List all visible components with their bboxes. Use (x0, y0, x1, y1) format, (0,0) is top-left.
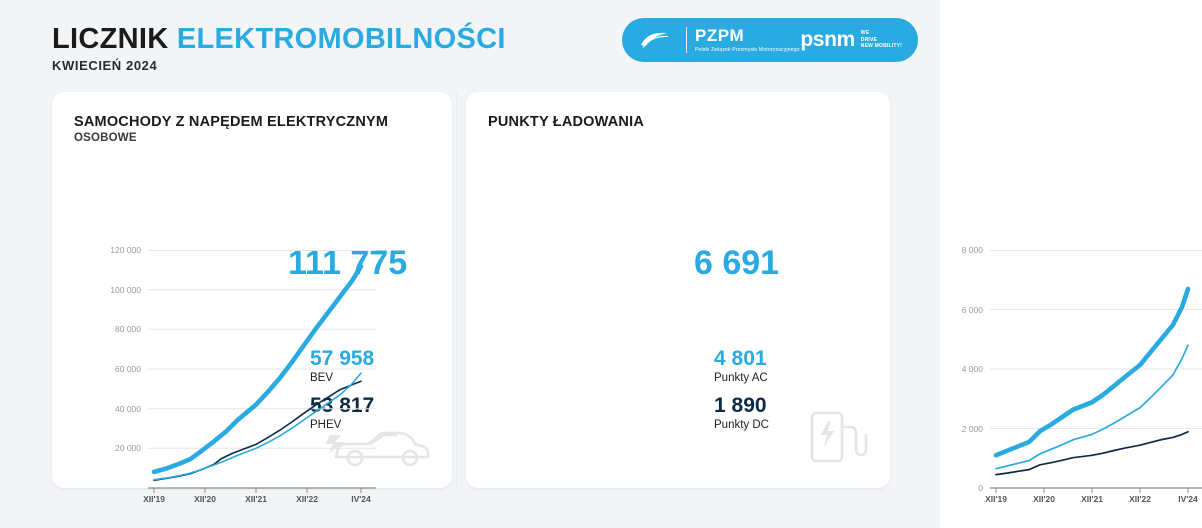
points-dc-label: Punkty DC (714, 419, 769, 431)
psnm-name: psnm (800, 28, 855, 51)
title-part-1: LICZNIK (52, 23, 169, 55)
car-icon (324, 411, 434, 478)
points-ytick-8000: 8 000 (961, 245, 983, 255)
cars-bev-value: 57 958 (310, 347, 375, 370)
cars-card-title: SAMOCHODY Z NAPĘDEM ELEKTRYCZNYM (74, 114, 389, 130)
cars-x-tickmarks (154, 488, 361, 493)
points-ytick-2000: 2 000 (961, 423, 983, 434)
points-xtick-5: IV'24 (1178, 494, 1198, 504)
pzpm-logo (622, 27, 800, 54)
points-xtick-2: XII'20 (1033, 494, 1055, 504)
cars-ytick-20000: 20 000 (115, 443, 141, 454)
cars-xtick-2: XII'20 (194, 494, 216, 504)
cars-ytick-60000: 60 000 (115, 364, 141, 374)
points-ytick-4000: 4 000 (961, 364, 983, 374)
points-x-tickmarks (996, 488, 1188, 493)
cars-ytick-120000: 120 000 (110, 245, 141, 255)
points-ac-label: Punkty AC (714, 372, 768, 384)
cars-card-subtitle: OSOBOWE (74, 132, 137, 144)
psnm-tagline-line-1: WE (860, 30, 870, 37)
cars-phev-value: 53 817 (310, 394, 375, 417)
points-ac-value: 4 801 (714, 347, 767, 370)
charging-station-icon (806, 405, 868, 472)
points-xtick-3: XII'21 (1081, 494, 1103, 504)
psnm-tagline-line-3: NEW MOBILITY! (860, 43, 902, 50)
points-series-total (996, 289, 1188, 455)
points-card-title: PUNKTY ŁADOWANIA (488, 114, 644, 130)
cars-bev-label: BEV (310, 372, 334, 384)
cars-ytick-40000: 40 000 (115, 403, 141, 414)
card-charging-points (466, 92, 1198, 504)
points-plot-svg (990, 250, 1202, 488)
points-total-value: 6 691 (694, 244, 780, 282)
points-xtick-1: XII'19 (985, 494, 1007, 504)
page-header (0, 0, 940, 88)
page-title (52, 22, 506, 73)
cars-xtick-1: XII'19 (143, 494, 165, 504)
card-divider (456, 92, 457, 488)
points-xtick-4: XII'22 (1129, 494, 1151, 504)
psnm-tagline (861, 30, 902, 50)
bolt-icon (821, 421, 834, 447)
cars-xtick-4: XII'22 (296, 494, 318, 504)
logo-divider (686, 27, 687, 53)
cars-xtick-3: XII'21 (245, 494, 267, 504)
points-ytick-0: 0 (978, 483, 983, 493)
cars-total-value: 111 775 (288, 244, 408, 282)
cars-phev-label: PHEV (310, 419, 342, 431)
points-series-dc (996, 432, 1188, 475)
cars-ytick-80000: 80 000 (115, 324, 141, 335)
pzpm-full-name: Polski Związek Przemysłu Motoryzacyjnego (695, 46, 800, 53)
pzpm-swoosh-icon (640, 30, 670, 50)
psnm-logo (800, 28, 918, 52)
logo-bar (622, 18, 918, 62)
cars-xtick-5: IV'24 (351, 494, 371, 504)
points-chart (961, 245, 1202, 504)
points-series-ac (996, 345, 1188, 469)
pzpm-name: PZPM (695, 25, 745, 45)
card-electric-cars (52, 92, 452, 504)
page-subtitle: KWIECIEŃ 2024 (52, 58, 158, 73)
points-dc-value: 1 890 (714, 394, 767, 417)
points-ytick-6000: 6 000 (961, 304, 983, 315)
psnm-tagline-line-2: DRIVE (860, 36, 878, 43)
title-part-2: ELEKTROMOBILNOŚCI (176, 23, 506, 55)
cars-ytick-100000: 100 000 (110, 284, 141, 295)
